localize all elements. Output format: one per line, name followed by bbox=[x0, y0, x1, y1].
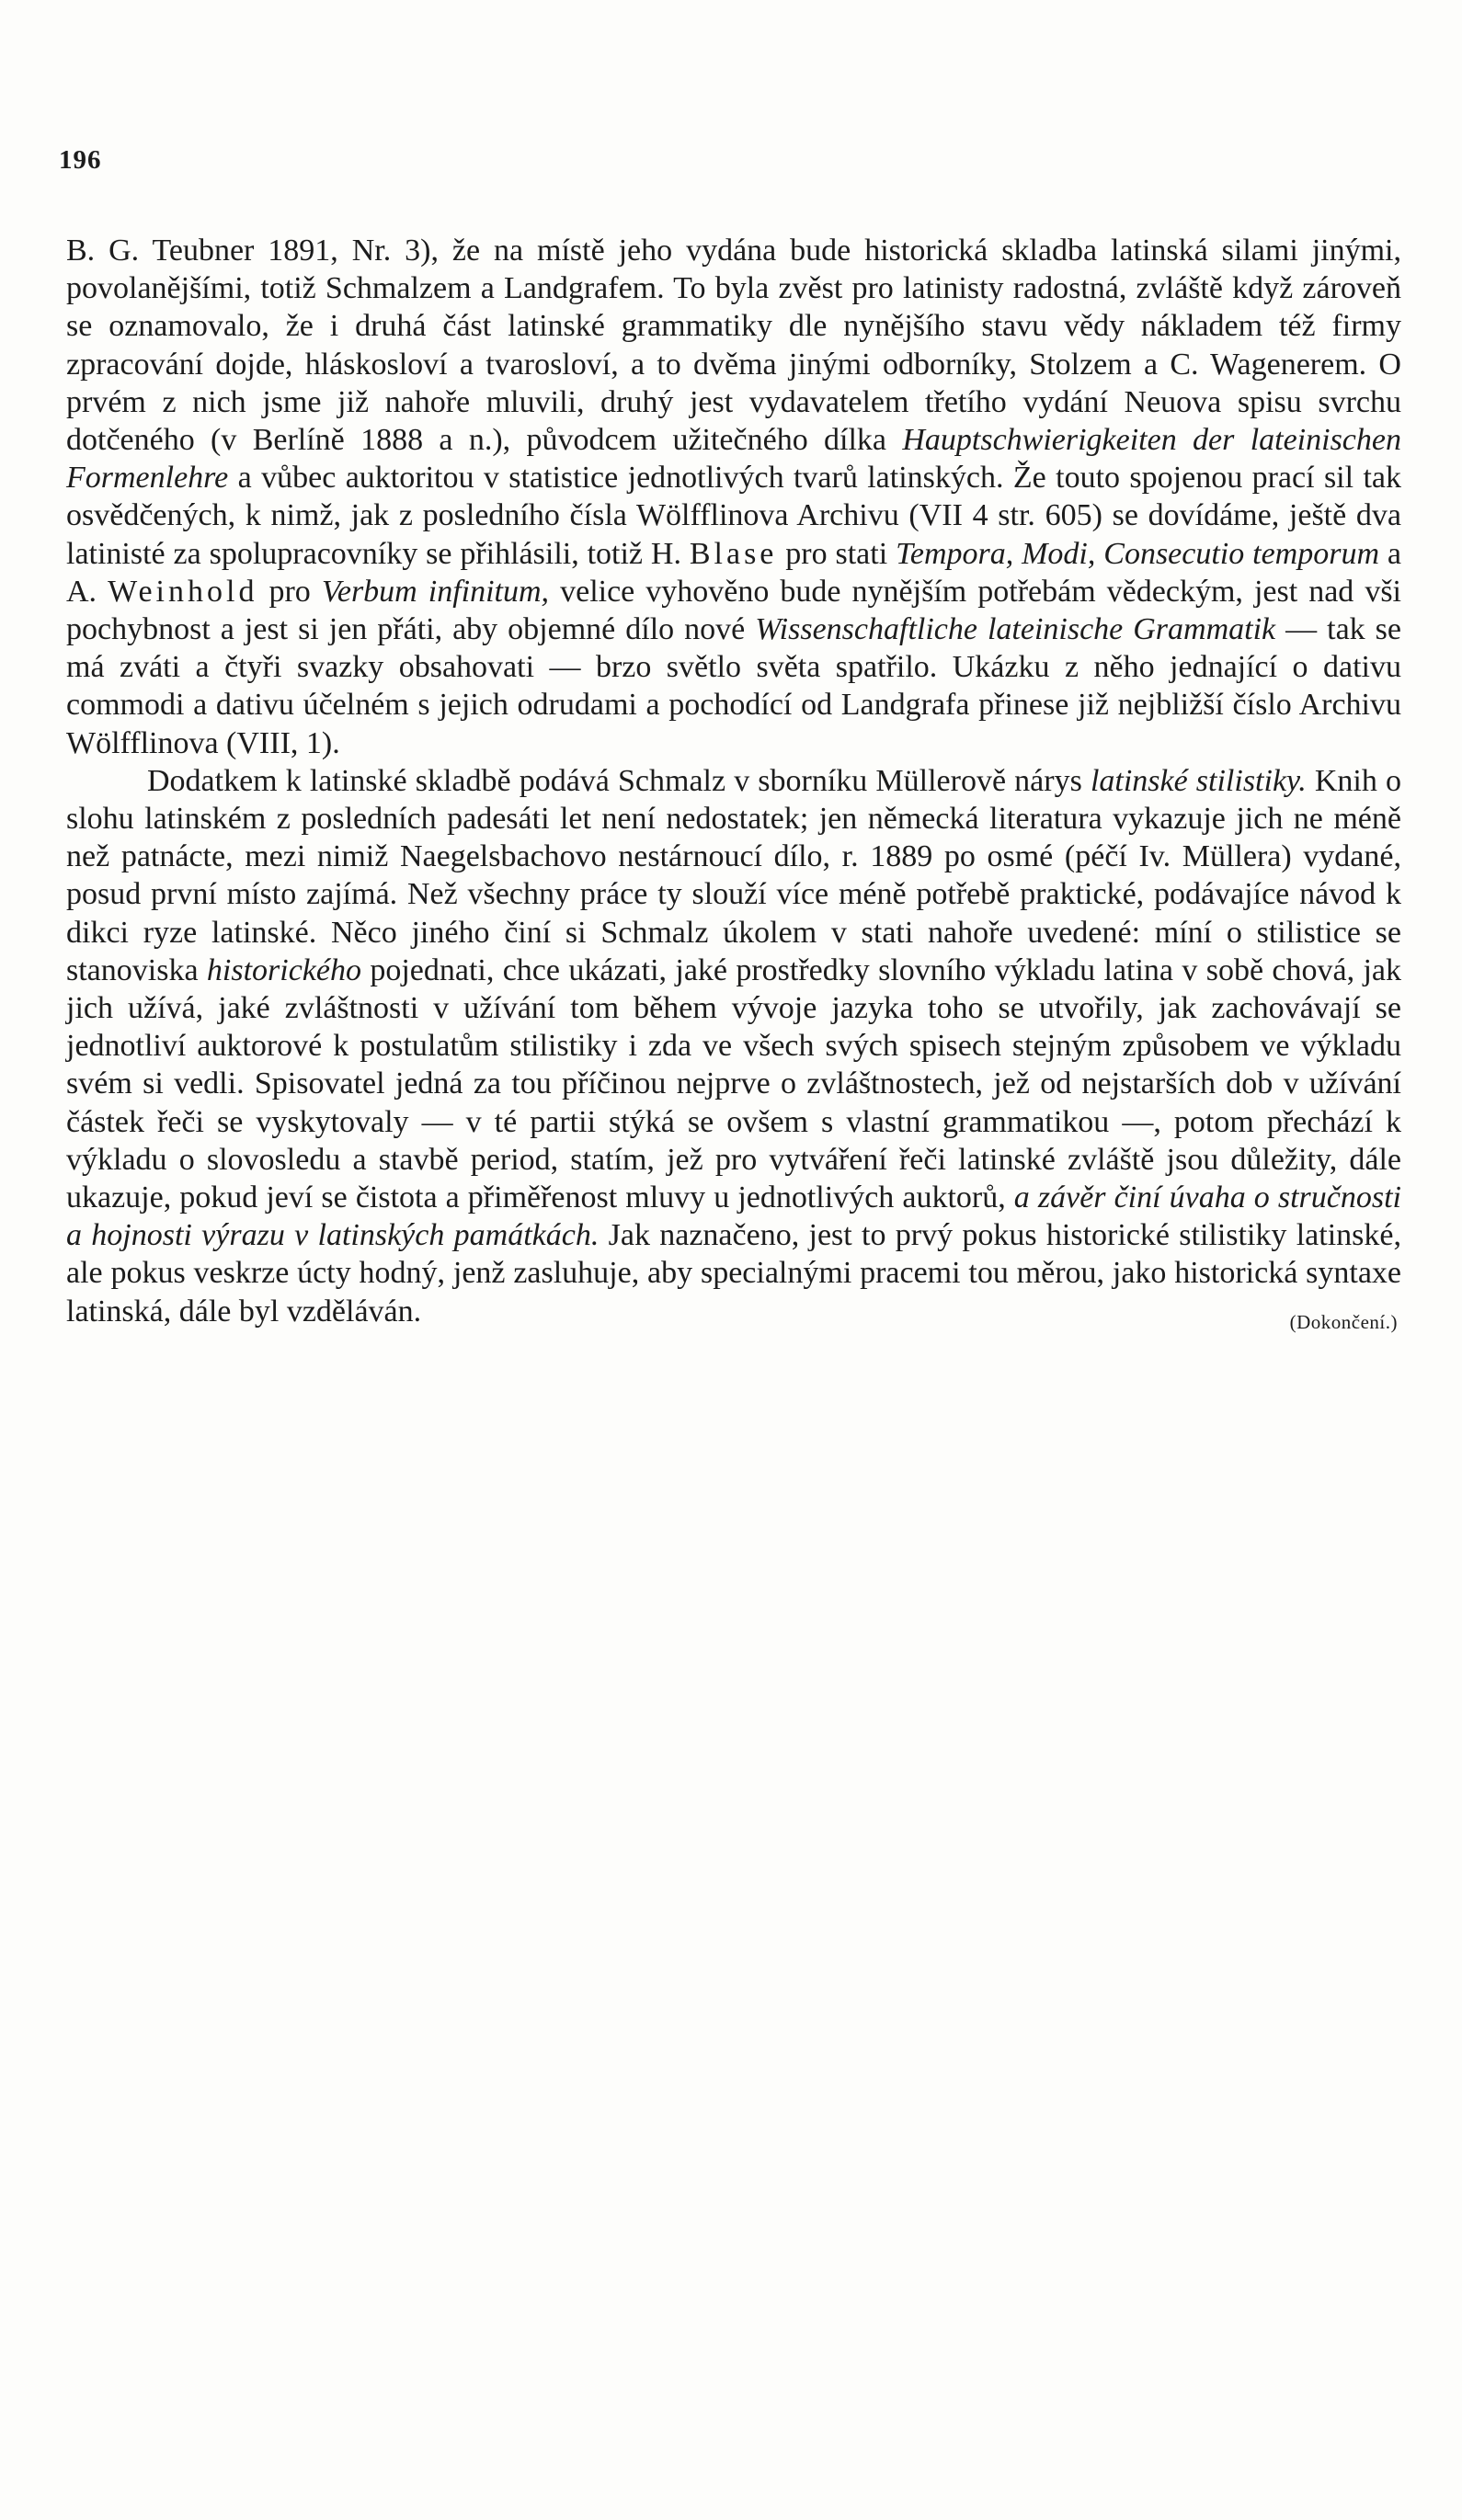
text-run: velice vyhověno bude nynějším potřebám vědeckým, jest nad vši pochybnost a jest si jen přáti, aby objemné dílo nové bbox=[66, 574, 1401, 647]
text-run: Dodatkem k latinské skladbě podává Schmalz v sborníku Müllerově nárys bbox=[147, 763, 1091, 798]
author-name-spaced: Blase bbox=[689, 536, 778, 571]
topic-title: Tempora, Modi, Consecutio temporum bbox=[896, 536, 1380, 571]
work-title: Wissenschaftliche lateinische Grammatik bbox=[755, 612, 1276, 647]
text-run: a vůbec auktoritou v statistice jednotlivých tvarů latinských. Že touto spojenou prací sil tak osvědčených, k nimž, jak z posledního čísla Wölfflinova Archivu (VII 4 str. 605) se dovídáme, ještě dva latinisté za spolupracovníky se přihlásili, totiž H. bbox=[66, 461, 1401, 571]
page-number: 196 bbox=[59, 145, 102, 175]
text-run: — tak se má zváti a čtyři svazky obsahovati — brzo světlo světa spatřilo. Ukázku z něho jednající o dativu commodi a dativu účelném s jejich odrudami a pochodící od Landgrafa přinese již nejbližší číslo Archivu Wölfflinova (VIII, 1). bbox=[66, 612, 1401, 760]
emphasis: a závěr činí úvaha o stručnosti a hojnosti výrazu v latinských památkách. bbox=[66, 1180, 1402, 1253]
book-title: Hauptschwierigkeiten der lateinischen Formenlehre bbox=[66, 423, 1401, 496]
text-run: a A. bbox=[66, 536, 1402, 609]
text-run: Jak naznačeno, jest to prvý pokus historické stilistiky latinské, ale pokus veskrze úcty hodný, jenž zasluhuje, aby specialnými pracemi tou měrou, jako historická syntaxe latinská, dále byl vzděláván. bbox=[66, 1218, 1401, 1328]
paragraph-grammar-project bbox=[66, 232, 1401, 762]
text-run: pro stati bbox=[777, 536, 897, 571]
text-run: pro bbox=[257, 574, 322, 609]
author-name-spaced: Weinhold bbox=[108, 574, 258, 609]
text-run: pojednati, chce ukázati, jaké prostředky slovního výkladu latina v sobě chová, jak jich užívá, jaké zvláštnosti v užívání tom během vývoje jazyka toho se utvořily, jak zachovávají se jednotliví auktorové k postulatům stilistiky i zda ve všech svých spisech stejným způsobem ve výkladu svém si vedli. Spisovatel jedná za tou příčinou nejprve o zvláštnostech, jež od nejstarších dob v užívání částek řeči se vyskytovaly — v té partii stýká se ovšem s vlastní grammatikou —, potom přechází k výkladu o slovosledu a stavbě period, statím, jež pro vytváření řeči latinské zvláště jsou důležity, dále ukazuje, pokud jeví se čistota a přiměřenost mluvy u jednotlivých auktorů, bbox=[66, 952, 1401, 1215]
emphasis: historického bbox=[206, 952, 361, 987]
topic-title: latinské stilistiky. bbox=[1090, 763, 1307, 798]
article-body bbox=[66, 232, 1401, 1341]
text-run: Knih o slohu latinském z posledních padesáti let není nedostatek; jen německá literatura vykazuje jich ne méně než patnácte, mezi nimiž Naegelsbachovo nestárnoucí dílo, r. 1889 po osmé (péčí Iv. Müllera) vydané, posud první místo zajímá. Než všechny práce ty slouží více méně potřebě praktické, podávajíce návod k dikci ryze latinské. Něco jiného činí si Schmalz úkolem v stati nahoře uvedené: míní o stilistice se stanoviska bbox=[66, 763, 1401, 987]
topic-title: Verbum infinitum, bbox=[321, 574, 550, 609]
to-be-continued-note: (Dokončení.) bbox=[1289, 1310, 1398, 1333]
text-run: B. G. Teubner 1891, Nr. 3), že na místě jeho vydána bude historická skladba latinská silami jinými, povolanějšími, totiž Schmalzem a Landgrafem. To byla zvěst pro latinisty radostná, zvláště když zároveň se oznamovalo, že i druhá část latinské grammatiky dle nynějšího stavu vědy nákladem též firmy zpracování dojde, hláskosloví a tvarosloví, a to dvěma jinými odborníky, Stolzem a C. Wagenerem. O prvém z nich jsme již nahoře mluvili, druhý jest vydavatelem třetího vydání Neuova spisu svrchu dotčeného (v Berlíně 1888 a n.), původcem užitečného dílka bbox=[66, 234, 1401, 458]
paragraph-stylistics bbox=[66, 762, 1402, 1333]
